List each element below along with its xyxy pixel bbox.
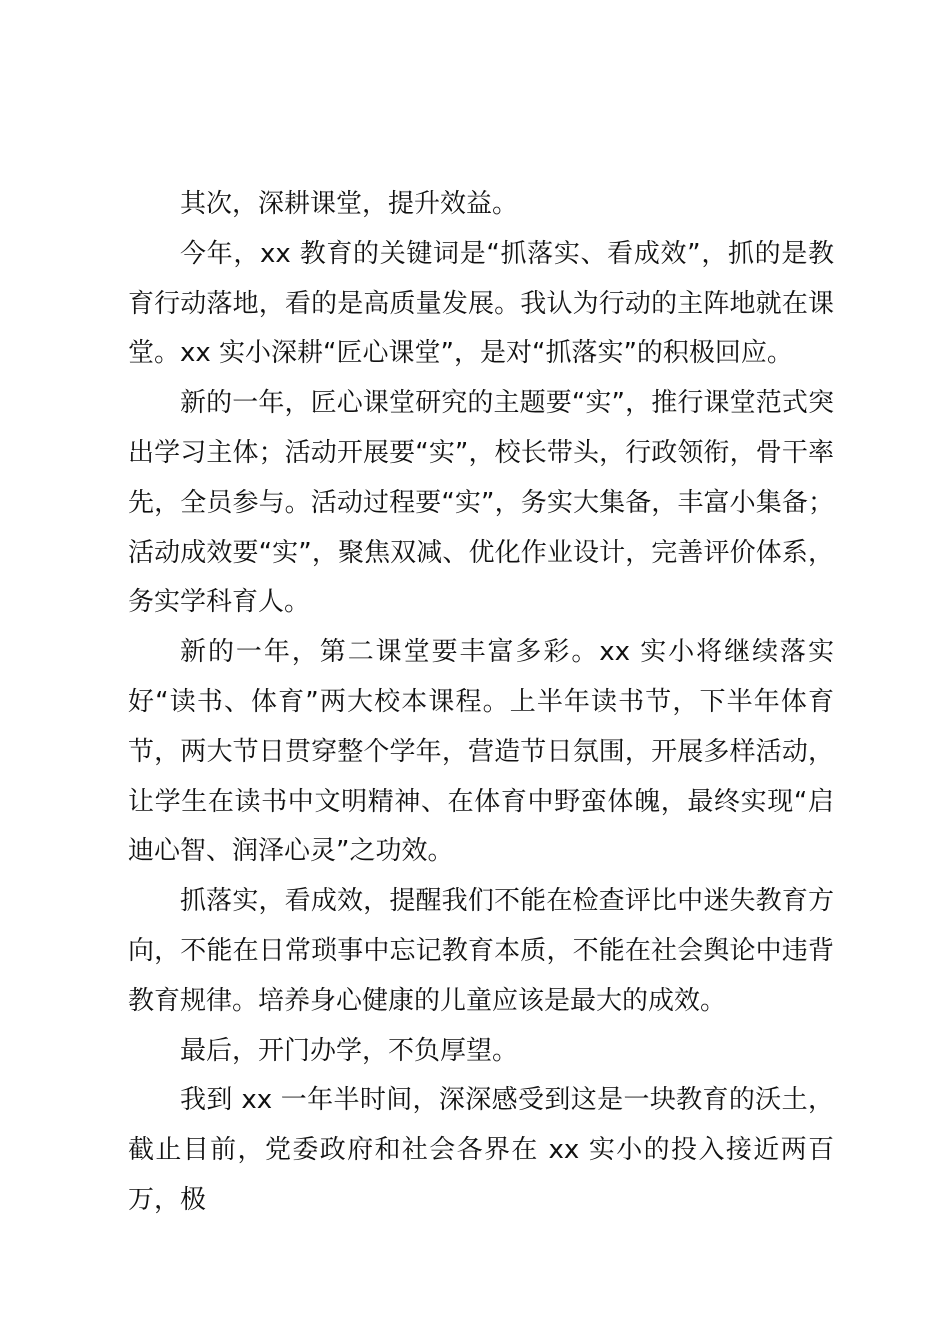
paragraph-heading-second-point: 其次，深耕课堂，提升效益。	[180, 189, 519, 219]
paragraph-second-classroom: 新的一年，第二课堂要丰富多彩。xx 实小将继续落实好“读书、体育”两大校本课程。上半年读书节，下半年体育节，两大节日贯穿整个学年，营造节日氛围，开展多样活动，让学生在读书中文明精神、在体育中野蛮体魄，最终实现“启迪心智、润泽心灵”之功效。	[128, 637, 834, 867]
paragraph-investment: 我到 xx 一年半时间，深深感受到这是一块教育的沃土，截止目前，党委政府和社会各界在 xx 实小的投入接近两百万，极	[128, 1085, 834, 1215]
paragraph-heading-final-point: 最后，开门办学，不负厚望。	[180, 1035, 519, 1066]
document-body	[128, 180, 834, 1226]
paragraph-results: 抓落实，看成效，提醒我们不能在检查评比中迷失教育方向，不能在日常琐事中忘记教育本质，不能在社会舆论中违背教育规律。培养身心健康的儿童应该是最大的成效。	[128, 886, 834, 1016]
paragraph-keywords: 今年，xx 教育的关键词是“抓落实、看成效”，抓的是教育行动落地，看的是高质量发展。我认为行动的主阵地就在课堂。xx 实小深耕“匠心课堂”，是对“抓落实”的积极回应。	[128, 238, 834, 369]
paragraph-craftsman-classroom: 新的一年，匠心课堂研究的主题要“实”，推行课堂范式突出学习主体；活动开展要“实”，校长带头，行政领衔，骨干率先，全员参与。活动过程要“实”，务实大集备，丰富小集备；活动成效要“实”，聚焦双减、优化作业设计，完善评价体系，务实学科育人。	[128, 388, 834, 618]
